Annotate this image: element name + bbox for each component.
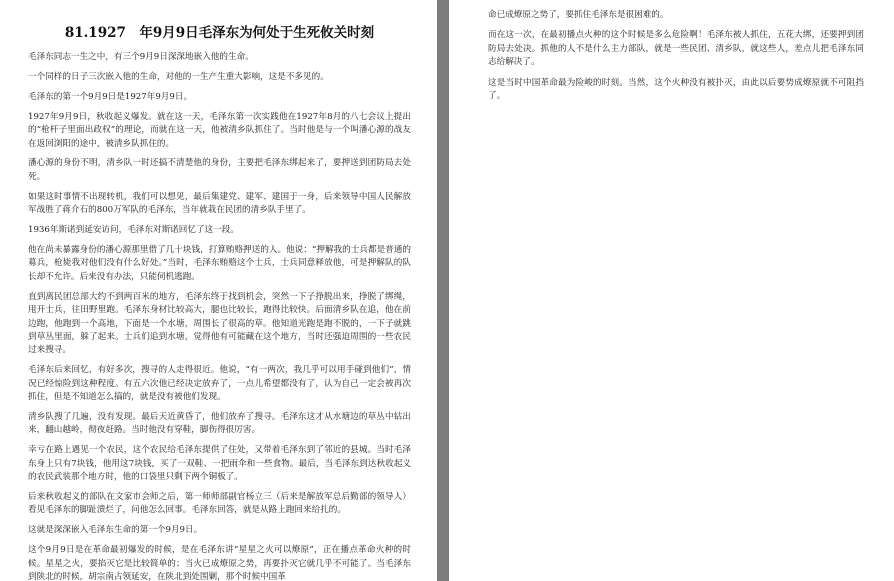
document-page-left	[0, 0, 437, 581]
paragraph: 清乡队搜了几遍，没有发现。最后天近黄昏了，他们放弃了搜寻。毛泽东这才从水塘边的草丛中钻出来，翻山越岭，彻夜赶路。当时他没有穿鞋，脚伤得很厉害。	[28, 411, 411, 436]
document-page-right	[449, 0, 894, 581]
paragraph: 毛泽东同志一生之中，有三个9月9日深深地嵌入他的生命。	[28, 52, 254, 62]
paragraph: 幸亏在路上遇见一个农民，这个农民给毛泽东提供了住处，又带着毛泽东到了邻近的县城。当时毛泽东身上只有7块钱，他用这7块钱，买了一双鞋、一把雨伞和一些食物。最后，当毛泽东到达秋收起义的农民武装那个地方时，他的口袋里只剩下两个铜板了。	[28, 445, 411, 483]
paragraph: 1936年斯诺到延安访问，毛泽东对斯诺回忆了这一段。	[28, 225, 239, 236]
paragraph: 1927年9月9日，秋收起义爆发。就在这一天，毛泽东第一次实践他在1927年8月的八七会议上提出的“枪杆子里面出政权”的理论，而就在这一天，他被清乡队抓住了。当时他是与一个叫潘心源的战友在返回浏阳的途中，被清乡队抓住的。	[28, 111, 411, 149]
chapter-title: 81.1927 年9月9日毛泽东为何处于生死攸关时刻	[64, 25, 375, 41]
paragraph: 这是当时中国革命最为险峻的时刻。当然，这个火种没有被扑灭，由此以后要势成燎原就不可阻挡了。	[488, 77, 864, 102]
paragraph: 命已成燎原之势了，要抓住毛泽东是很困难的。	[488, 10, 669, 20]
paragraph: 毛泽东的第一个9月9日是1927年9月9日。	[28, 91, 193, 102]
paragraph: 而在这一次，在最初播点火种的这个时候是多么危险啊！毛泽东被人抓住，五花大绑，还要押到团防局去处决。抓他的人不是什么主力部队，就是一些民团、清乡队，就这些人，差点儿把毛泽东同志给解决了。	[488, 30, 864, 68]
paragraph: 他在尚未暴露身份的潘心源那里借了几十块钱，打算贿赂押送的人。他说：“押解我的士兵都是普通的募兵，枪毙我对他们没有什么好处。”当时，毛泽东贿赂这个士兵，士兵同意释放他，可是押解队的队长却不允许。后来没有办法，只能伺机逃跑。	[28, 244, 411, 282]
paragraph: 后来秋收起义的部队在文家市会师之后，第一师师部副官杨立三（后来是解放军总后勤部的领导人）看见毛泽东的脚趾溃烂了，问他怎么回事。毛泽东回答，就是从路上跑回来给扎的。	[28, 491, 411, 516]
paragraph: 毛泽东后来回忆，有好多次，搜寻的人走得很近。他说，“有一两次，我几乎可以用手碰到他们”，情况已经惊险到这种程度。有五六次他已经决定放弃了，一点儿希望都没有了，认为自己一定会被再次抓住，但是不知道怎么搞的，就是没有被他们发现。	[28, 365, 411, 403]
paragraph: 潘心源的身份不明，清乡队一时还搞不清楚他的身份，主要把毛泽东绑起来了，要押送到团防局去处死。	[28, 158, 411, 182]
paragraph: 这个9月9日是在革命最初爆发的时候，是在毛泽东讲“星星之火可以燎原”，正在播点革命火种的时候。星星之火，要掐灭它是比较简单的；当火已成燎原之势，再要扑灭它就几乎不可能了。当毛泽东到陕北的时候，胡宗南占领延安，在陕北到处围剿，那个时候中国革	[28, 545, 411, 581]
paragraph: 一个同样的日子三次嵌入他的生命，对他的一生产生重大影响，这是不多见的。	[28, 71, 329, 82]
paragraph: 这就是深深嵌入毛泽东生命的第一个9月9日。	[28, 525, 203, 536]
paragraph: 如果这时事情不出现转机，我们可以想见，最后集建党、建军、建国于一身，后来领导中国人民解放军战胜了蒋介石的800万军队的毛泽东，当年就栽在民团的清乡队手里了。	[28, 191, 411, 216]
paragraph: 直到离民团总部大约不到两百米的地方，毛泽东终于找到机会，突然一下子挣脱出来，挣脱了绑绳，甩开士兵，往田野里跑。毛泽东身材比较高大，腿也比较长，跑得比较快。后面清乡队在追，他在前边跑，他跑到一个高地，下面是一个水塘，周围长了很高的草。他知道光跑是跑不脱的，一下子就跳到草丛里面，躲了起来。士兵们追到水塘，觉得他有可能藏在这个地方，当时还强迫周围的一些农民过来搜寻。	[28, 291, 411, 356]
